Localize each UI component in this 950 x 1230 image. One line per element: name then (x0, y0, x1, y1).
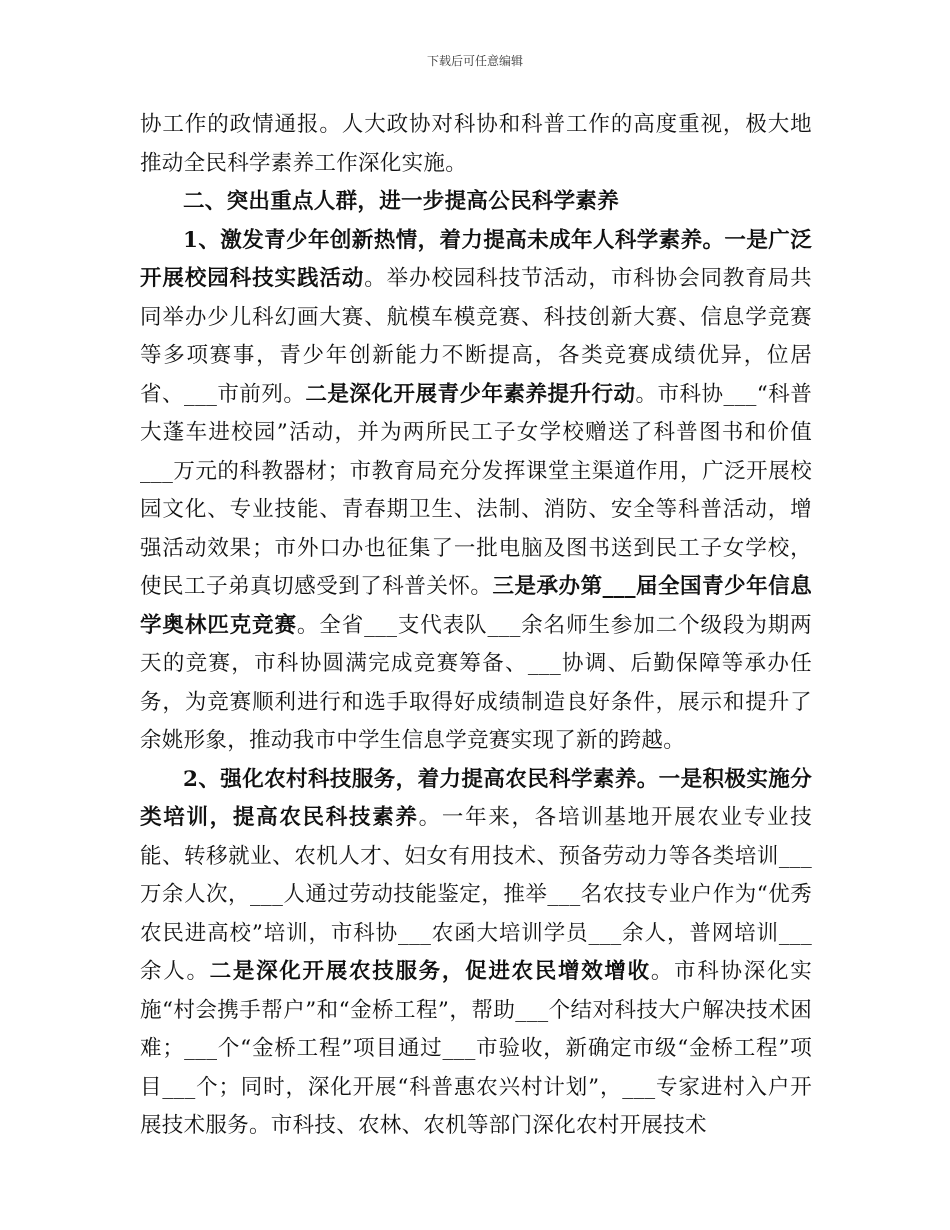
paragraph (140, 222, 812, 761)
page-header: 下载后可任意编辑 (426, 54, 523, 68)
bold-text-segment: 2、强化农村科技服务，着力提高农民科学素养。一是积极实施分类培训，提高农民科技素养 (140, 766, 812, 830)
bold-text-segment: 二是深化开展农技服务，促进农民增效增收 (209, 959, 651, 984)
text-segment: 。市科协深化实施“村会携手帮户”和“金桥工程”，帮助___个结对科技大户解决技术困难；___个“金桥工程”项目通过___市验收，新确定市级“金桥工程”项目___个；同时，深化开展“科普惠农兴村计划”，___专家进村入户开展技术服务。市科技、农林、农机等部门深化农村开展技术 (140, 959, 813, 1138)
text-segment: 。举办校园科技节活动，市科协会同教育局共同举办少儿科幻画大赛、航模车模竞赛、科技创新大赛、信息学竞赛等多项赛事，青少年创新能力不断提高，各类竞赛成绩优异，位居省、___市前列。 (140, 266, 812, 407)
paragraph (140, 183, 812, 222)
text-segment: 。市科协___“科普大蓬车进校园”活动，并为两所民工子女学校赠送了科普图书和价值___万元的科教器材；市教育局充分发挥课堂主渠道作用，广泛开展校园文化、专业技能、青春期卫生、法制、消防、安全等科普活动，增强活动效果；市外口办也征集了一批电脑及图书送到民工子女学校，使民工子弟真切感受到了科普关怀。 (140, 381, 812, 599)
document-body (140, 106, 812, 1146)
text-segment: 协工作的政情通报。人大政协对科协和科普工作的高度重视，极大地推动全民科学素养工作深化实施。 (140, 112, 812, 176)
bold-text-segment: 1、激发青少年创新热情，着力提高未成年人科学素养。一是广泛开展校园科技实践活动 (140, 227, 812, 291)
bold-text-segment: 二、突出重点人群，进一步提高公民科学素养 (183, 189, 620, 214)
paragraph (140, 106, 812, 183)
bold-text-segment: 二是深化开展青少年素养提升行动 (305, 381, 636, 407)
text-segment: 。一年来，各培训基地开展农业专业技能、转移就业、农机人才、妇女有用技术、预备劳动力等各类培训___万余人次，___人通过劳动技能鉴定，推举___名农技专业户作为“优秀农民进高校”培训，市科协___农函大培训学员___余人，普网培训___余人。 (140, 805, 812, 984)
bold-text-segment: 三是承办第___届全国青少年信息学奥林匹克竞赛 (140, 574, 812, 638)
text-segment: 。全省___支代表队___余名师生参加二个级段为期两天的竞赛，市科协圆满完成竞赛筹备、___协调、后勤保障等承办任务，为竞赛顺利进行和选手取得好成绩制造良好条件，展示和提升了余姚形象，推动我市中学生信息学竞赛实现了新的跨越。 (140, 612, 812, 753)
paragraph (140, 761, 812, 1146)
